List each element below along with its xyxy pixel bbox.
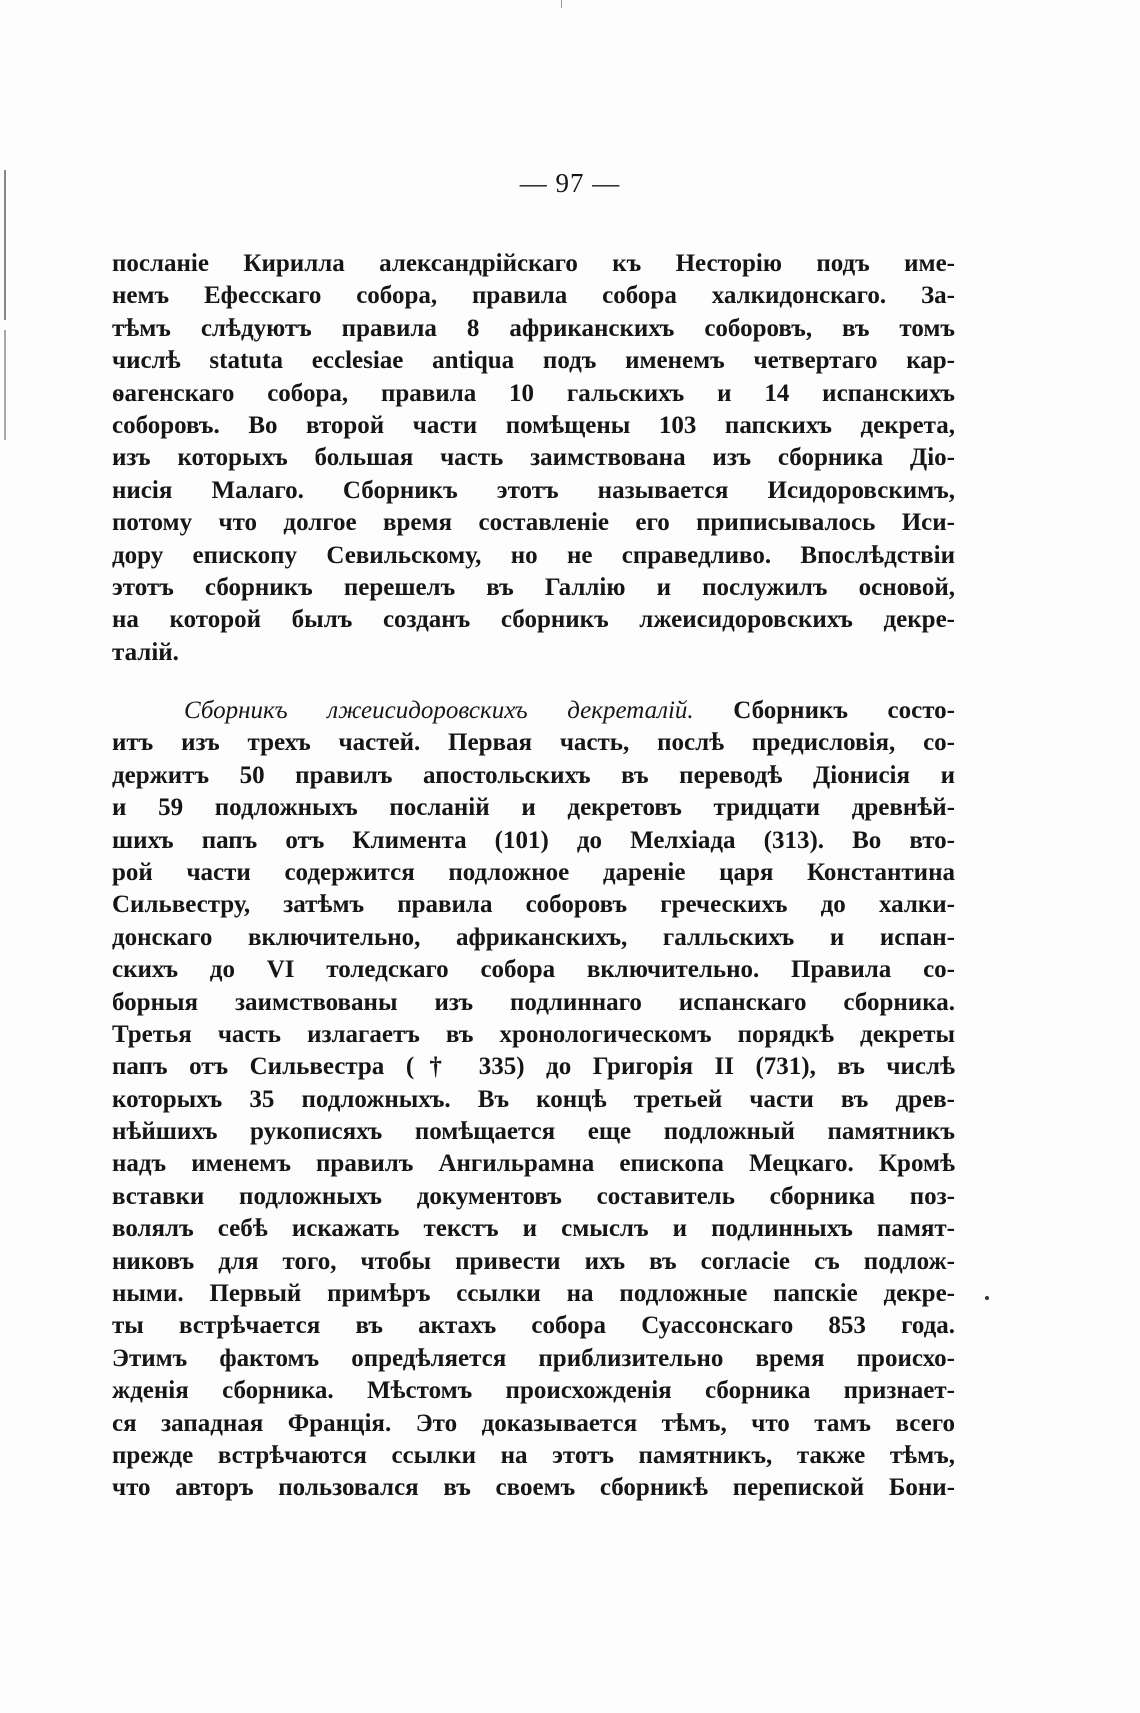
text-line: волялъ себѣ искажать текстъ и смыслъ и подлинныхъ памят- — [112, 1215, 955, 1243]
text-line: скихъ до VI толедскаго собора включительно. Правила со- — [112, 956, 955, 984]
text-line: жденія сборника. Мѣстомъ происхожденія сборника признает- — [112, 1377, 955, 1405]
text-line: никовъ для того, чтобы привести ихъ въ согласіе съ подлож- — [112, 1247, 955, 1275]
text-line: на которой былъ созданъ сборникъ лжеисидоровскихъ декре- — [112, 606, 955, 634]
text-line: шихъ папъ отъ Климента (101) до Мелхіада (313). Во вто- — [112, 826, 955, 854]
text-line: папъ отъ Сильвестра († 335) до Григорія II (731), въ числѣ — [112, 1053, 955, 1081]
text-line: дору епископу Севильскому, но не справедливо. Впослѣдствіи — [112, 541, 955, 569]
text-line: немъ Ефесскаго собора, правила собора халкидонскаго. За- — [112, 282, 955, 310]
text-line: ными. Первый примѣръ ссылки на подложные папскіе декре- — [112, 1280, 955, 1308]
text-line: надъ именемъ правилъ Ангильрамна епископа Мецкаго. Кромѣ — [112, 1150, 955, 1178]
text-line: ѳагенскаго собора, правила 10 гальскихъ и 14 испанскихъ — [112, 379, 955, 407]
text-line: рой части содержится подложное дареніе царя Константина — [112, 858, 955, 886]
text-line: посланіе Кирилла александрійскаго къ Несторію подъ име- — [112, 250, 955, 277]
scan-edge-line — [4, 330, 6, 440]
text-line: ся западная Франція. Это доказывается тѣмъ, что тамъ всего — [112, 1409, 955, 1437]
text-line: ты встрѣчается въ актахъ собора Суассонскаго 853 года. — [112, 1312, 955, 1340]
text-line: тѣмъ слѣдуютъ правила 8 африканскихъ соборовъ, въ томъ — [112, 314, 955, 342]
text-line-first — [112, 695, 955, 727]
text-line: изъ которыхъ большая часть заимствована изъ сборника Діо- — [112, 444, 955, 472]
text-line: что авторъ пользовался въ своемъ сборникѣ перепиской Бони- — [112, 1474, 955, 1502]
text-line-rest: Сборникъ состо- — [733, 697, 955, 724]
text-line: нѣйшихъ рукописяхъ помѣщается еще подложный памятникъ — [112, 1118, 955, 1146]
text-line: нисія Малаго. Сборникъ этотъ называется Исидоровскимъ, — [112, 476, 955, 504]
text-line: Третья часть излагаетъ въ хронологическомъ порядкѣ декреты — [112, 1020, 955, 1048]
paragraph-1 — [112, 248, 955, 669]
text-line: держитъ 50 правилъ апостольскихъ въ переводѣ Діонисія и — [112, 761, 955, 789]
scan-mark — [561, 0, 562, 8]
text-line: борныя заимствованы изъ подлиннаго испанскаго сборника. — [112, 988, 955, 1016]
text-line: вставки подложныхъ документовъ составитель сборника поз- — [112, 1182, 955, 1210]
text-line: талій. — [112, 638, 179, 666]
text-line: Сильвестру, затѣмъ правила соборовъ греческихъ до халки- — [112, 891, 955, 919]
text-line: и 59 подложныхъ посланій и декретовъ тридцати древнѣй- — [112, 794, 955, 822]
text-line: прежде встрѣчаются ссылки на этотъ памятникъ, также тѣмъ, — [112, 1441, 955, 1469]
page-number: — 97 — — [519, 168, 621, 198]
text-line: итъ изъ трехъ частей. Первая часть, послѣ предисловія, со- — [112, 729, 955, 757]
text-line: Этимъ фактомъ опредѣляется приблизительно время происхо- — [112, 1344, 955, 1372]
text-line: донскаго включительно, африканскихъ, галльскихъ и испан- — [112, 923, 955, 951]
text-line: потому что долгое время составленіе его приписывалось Иси- — [112, 509, 955, 537]
text-line: которыхъ 35 подложныхъ. Въ концѣ третьей части въ древ- — [112, 1085, 955, 1113]
text-line: числѣ statuta ecclesiae antiqua подъ именемъ четвертаго кар- — [112, 347, 955, 375]
paragraph-2 — [112, 695, 955, 1505]
section-heading: Сборникъ лжеисидоровскихъ декреталій. — [184, 697, 694, 724]
text-line: соборовъ. Во второй части помѣщены 103 папскихъ декрета, — [112, 411, 955, 439]
text-line: этотъ сборникъ перешелъ въ Галлію и послужилъ основой, — [112, 573, 955, 601]
scan-speck — [985, 1296, 989, 1300]
